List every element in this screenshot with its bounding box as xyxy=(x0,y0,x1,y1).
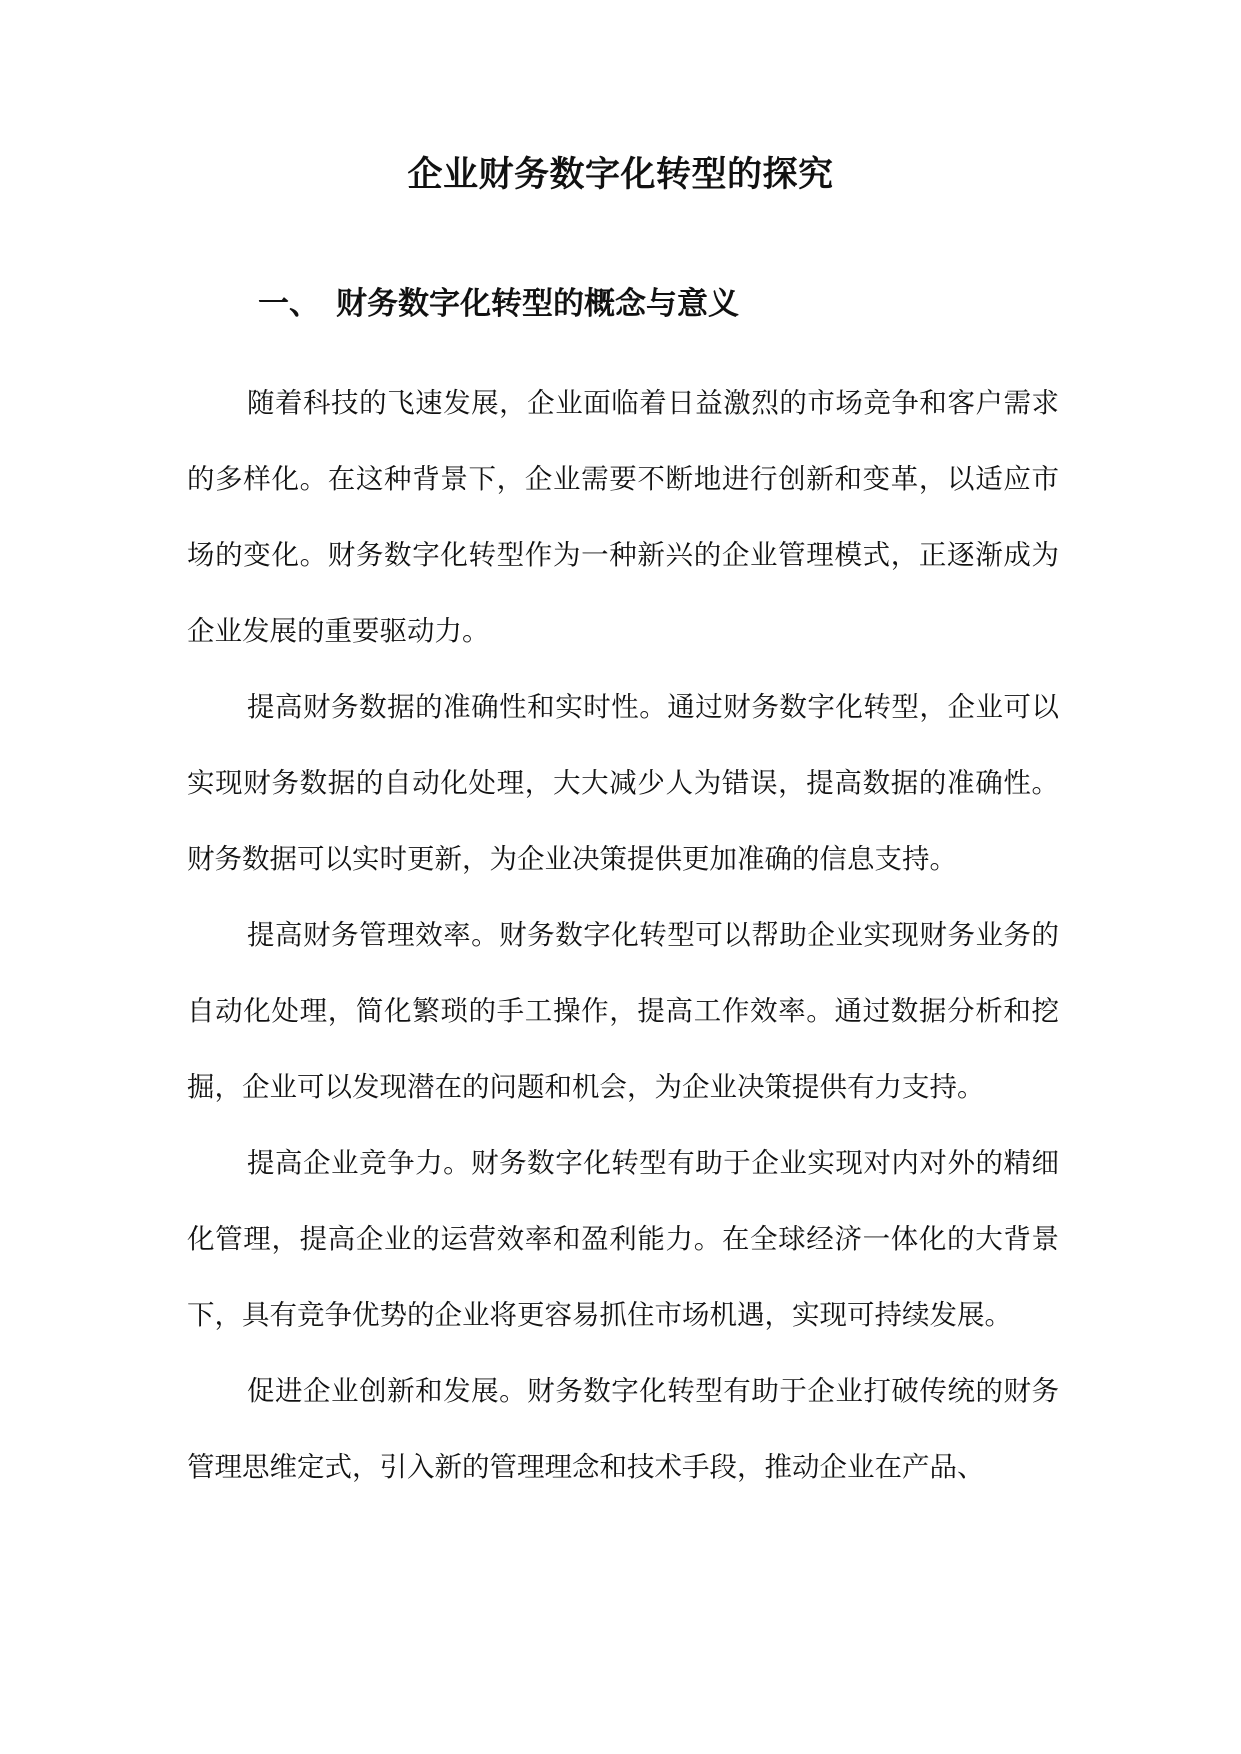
paragraph-competitiveness: 提高企业竞争力。财务数字化转型有助于企业实现对内对外的精细化管理，提高企业的运营效率和盈利能力。在全球经济一体化的大背景下，具有竞争优势的企业将更容易抓住市场机遇，实现可持续发展。 xyxy=(187,1147,1059,1331)
document-title: 企业财务数字化转型的探究 xyxy=(407,155,834,195)
section-heading xyxy=(258,279,739,329)
paragraph-efficiency: 提高财务管理效率。财务数字化转型可以帮助企业实现财务业务的自动化处理，简化繁琐的手工操作，提高工作效率。通过数据分析和挖掘，企业可以发现潜在的问题和机会，为企业决策提供有力支持。 xyxy=(187,919,1059,1103)
paragraph-innovation: 促进企业创新和发展。财务数字化转型有助于企业打破传统的财务管理思维定式，引入新的管理理念和技术手段，推动企业在产品、 xyxy=(187,1375,1059,1483)
paragraph-intro: 随着科技的飞速发展，企业面临着日益激烈的市场竞争和客户需求的多样化。在这种背景下，企业需要不断地进行创新和变革，以适应市场的变化。财务数字化转型作为一种新兴的企业管理模式，正逐渐成为企业发展的重要驱动力。 xyxy=(187,387,1059,647)
section-number: 一、 xyxy=(258,286,320,322)
body-text xyxy=(187,365,1059,1505)
section-title: 财务数字化转型的概念与意义 xyxy=(336,286,739,322)
paragraph-accuracy: 提高财务数据的准确性和实时性。通过财务数字化转型，企业可以实现财务数据的自动化处理，大大减少人为错误，提高数据的准确性。财务数据可以实时更新，为企业决策提供更加准确的信息支持。 xyxy=(187,691,1059,875)
